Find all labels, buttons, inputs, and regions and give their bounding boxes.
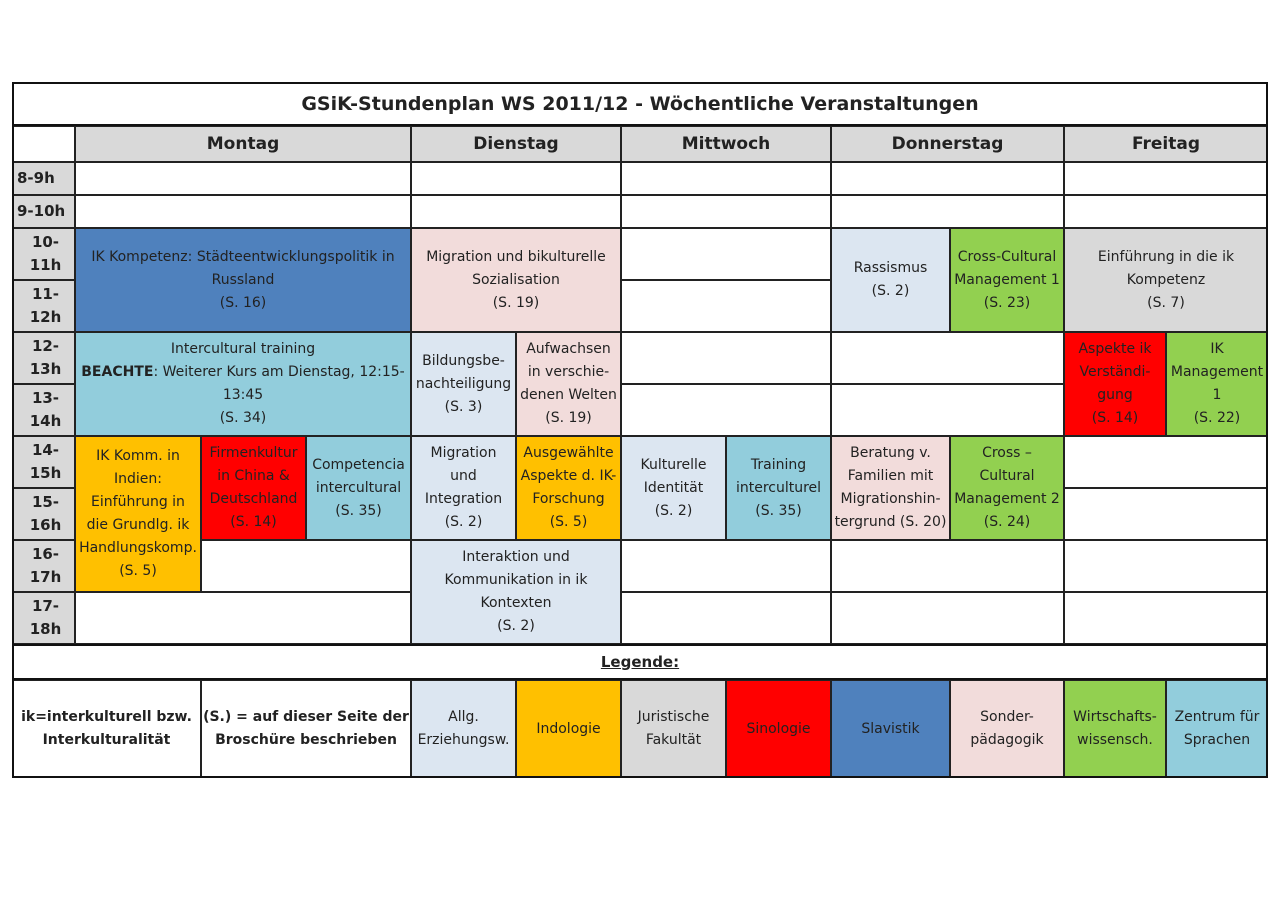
empty-slot [75,162,411,195]
time-label: 16-17h [12,540,75,592]
empty-slot [201,540,411,592]
day-header-montag: Montag [75,126,411,162]
legend-juristische-fakultaet: Juristische Fakultät [621,680,726,778]
legend-s-note: (S.) = auf dieser Seite der Broschüre beschrieben [201,680,411,778]
empty-slot [75,195,411,228]
empty-slot [411,195,621,228]
legend-slavistik: Slavistik [831,680,950,778]
empty-slot [621,384,831,436]
legend-title: Legende: [12,644,1268,680]
day-header-dienstag: Dienstag [411,126,621,162]
empty-slot [621,592,831,644]
day-header-donnerstag: Donnerstag [831,126,1064,162]
course-aspekte-ik-verstaendigung: Aspekte ik Verständi- gung (S. 14) [1064,332,1166,436]
empty-slot [621,228,831,280]
course-migration-bikulturell: Migration und bikulturelle Sozialisation (S. 19) [411,228,621,332]
empty-slot [621,162,831,195]
corner-cell [12,126,75,162]
empty-slot [831,592,1064,644]
course-beratung-familien: Beratung v. Familien mit Migrationshin- tergrund (S. 20) [831,436,950,540]
course-ik-komm-indien: IK Komm. in Indien: Einführung in die Grundlg. ik Handlungskomp. (S. 5) [75,436,201,592]
empty-slot [1064,162,1268,195]
course-bildungsbenachteiligung: Bildungsbe- nachteiligung (S. 3) [411,332,516,436]
empty-slot [621,332,831,384]
course-competencia: Competencia intercultural (S. 35) [306,436,411,540]
course-kulturelle-identitaet: Kulturelle Identität (S. 2) [621,436,726,540]
legend-ik-note: ik=interkulturell bzw. Interkulturalität [12,680,201,778]
time-label: 14-15h [12,436,75,488]
time-label: 12-13h [12,332,75,384]
empty-slot [1064,488,1268,540]
time-label: 17-18h [12,592,75,644]
course-cross-cultural-1: Cross-Cultural Management 1 (S. 23) [950,228,1064,332]
empty-slot [621,540,831,592]
time-label: 8-9h [12,162,75,195]
empty-slot [1064,540,1268,592]
beachte-label: BEACHTE [81,364,154,380]
course-migration-integration: Migration und Integration (S. 2) [411,436,516,540]
empty-slot [1064,436,1268,488]
empty-slot [1064,592,1268,644]
course-interaktion-kommunikation: Interaktion und Kommunikation in ik Kontexten (S. 2) [411,540,621,644]
empty-slot [831,195,1064,228]
time-label: 13-14h [12,384,75,436]
empty-slot [75,592,411,644]
course-training-interculturel: Training interculturel (S. 35) [726,436,831,540]
page-title: GSiK-Stundenplan WS 2011/12 - Wöchentliche Veranstaltungen [12,82,1268,126]
empty-slot [621,280,831,332]
legend-zentrum-sprachen: Zentrum für Sprachen [1166,680,1268,778]
intercultural-note: : Weiterer Kurs am Dienstag, 12:15- 13:45 (S. 34) [153,364,405,426]
course-aufwachsen: Aufwachsen in verschie- denen Welten (S. 19) [516,332,621,436]
course-ausgewaehlte-aspekte: Ausgewählte Aspekte d. IK- Forschung (S. 5) [516,436,621,540]
time-label: 9-10h [12,195,75,228]
empty-slot [831,384,1064,436]
empty-slot [831,332,1064,384]
course-rassismus: Rassismus (S. 2) [831,228,950,332]
time-label: 11-12h [12,280,75,332]
legend-erziehungswissenschaft: Allg. Erziehungsw. [411,680,516,778]
day-header-freitag: Freitag [1064,126,1268,162]
time-label: 10-11h [12,228,75,280]
empty-slot [411,162,621,195]
day-header-mittwoch: Mittwoch [621,126,831,162]
empty-slot [831,540,1064,592]
legend-indologie: Indologie [516,680,621,778]
course-firmenkultur: Firmenkultur in China & Deutschland (S. 14) [201,436,306,540]
legend-wirtschaftswissenschaft: Wirtschafts- wissensch. [1064,680,1166,778]
course-cross-cultural-2: Cross – Cultural Management 2 (S. 24) [950,436,1064,540]
empty-slot [831,162,1064,195]
course-ik-kompetenz-russland: IK Kompetenz: Städteentwicklungspolitik in Russland (S. 16) [75,228,411,332]
legend-sonderpaedagogik: Sonder- pädagogik [950,680,1064,778]
time-label: 15-16h [12,488,75,540]
legend-sinologie: Sinologie [726,680,831,778]
empty-slot [621,195,831,228]
empty-slot [1064,195,1268,228]
course-ik-management-1: IK Management 1 (S. 22) [1166,332,1268,436]
course-intercultural-training: Intercultural training BEACHTE: Weiterer Kurs am Dienstag, 12:15- 13:45 (S. 34) [75,332,411,436]
course-einfuehrung-ik-kompetenz: Einführung in die ik Kompetenz (S. 7) [1064,228,1268,332]
